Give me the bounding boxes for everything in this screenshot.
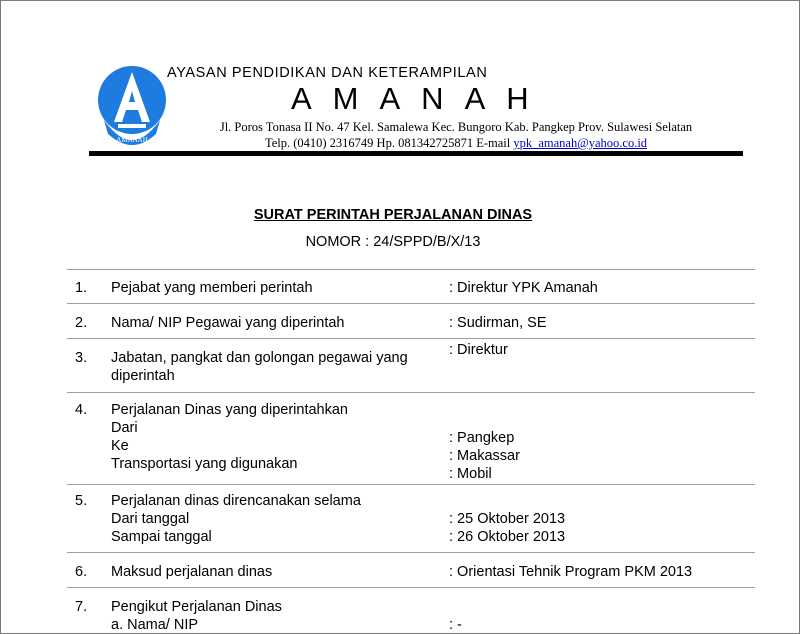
logo-text: AMANAH bbox=[116, 136, 148, 144]
row-label: Jabatan, pangkat dan golongan pegawai yang diperintah bbox=[111, 350, 408, 384]
table-rule bbox=[67, 484, 755, 485]
address-line: Jl. Poros Tonasa II No. 47 Kel. Samalewa Kec. Bungoro Kab. Pangkep Prov. Sulawesi Selatan bbox=[219, 120, 693, 134]
row-sublabel: Dari bbox=[111, 420, 138, 436]
table-rule bbox=[67, 587, 755, 588]
row-value: : Makassar bbox=[449, 448, 520, 464]
letterhead-rule bbox=[89, 151, 743, 156]
row-label: Maksud perjalanan dinas bbox=[111, 564, 273, 580]
row-number: 2. bbox=[75, 315, 88, 331]
email-link[interactable]: ypk_amanah@yahoo.co.id bbox=[513, 136, 648, 150]
row-label: Perjalanan dinas direncanakan selama bbox=[111, 493, 361, 509]
row-value: : - bbox=[449, 617, 462, 633]
row-label: Nama/ NIP Pegawai yang diperintah bbox=[111, 315, 345, 331]
table-rule bbox=[67, 392, 755, 393]
amanah-logo-icon bbox=[96, 64, 168, 150]
table-rule bbox=[67, 269, 755, 270]
row-number: 7. bbox=[75, 599, 88, 615]
row-sublabel: a. Nama/ NIP bbox=[111, 617, 199, 633]
row-value: : Orientasi Tehnik Program PKM 2013 bbox=[449, 564, 693, 580]
row-label: Pejabat yang memberi perintah bbox=[111, 280, 313, 296]
row-value: : 25 Oktober 2013 bbox=[449, 511, 566, 527]
table-rule bbox=[67, 338, 755, 339]
table-rule bbox=[67, 552, 755, 553]
row-value: : Mobil bbox=[449, 466, 492, 482]
row-value: : Sudirman, SE bbox=[449, 315, 547, 331]
row-number: 3. bbox=[75, 350, 88, 366]
row-number: 4. bbox=[75, 402, 88, 418]
contact-line bbox=[171, 135, 741, 151]
row-label: Pengikut Perjalanan Dinas bbox=[111, 599, 282, 615]
row-number: 6. bbox=[75, 564, 88, 580]
org-name: AMANAH bbox=[291, 81, 550, 116]
row-value: : Pangkep bbox=[449, 430, 515, 446]
row-label: Perjalanan Dinas yang diperintahkan bbox=[111, 402, 348, 418]
row-value: : Direktur bbox=[449, 342, 508, 358]
table-rule bbox=[67, 303, 755, 304]
row-sublabel: Dari tanggal bbox=[111, 511, 190, 527]
row-sublabel: Ke bbox=[111, 438, 129, 454]
row-value: : 26 Oktober 2013 bbox=[449, 529, 566, 545]
document-number: NOMOR : 24/SPPD/B/X/13 bbox=[305, 234, 481, 250]
letterhead-address bbox=[171, 119, 741, 151]
org-line1: AYASAN PENDIDIKAN DAN KETERAMPILAN bbox=[167, 65, 488, 81]
row-value: : Direktur YPK Amanah bbox=[449, 280, 598, 296]
row-sublabel: Transportasi yang digunakan bbox=[111, 456, 298, 472]
row-number: 5. bbox=[75, 493, 88, 509]
row-number: 1. bbox=[75, 280, 88, 296]
row-sublabel: Sampai tanggal bbox=[111, 529, 212, 545]
document-title: SURAT PERINTAH PERJALANAN DINAS bbox=[253, 207, 533, 223]
contact-text: Telp. (0410) 2316749 Hp. 081342725871 E-mail bbox=[264, 136, 514, 150]
